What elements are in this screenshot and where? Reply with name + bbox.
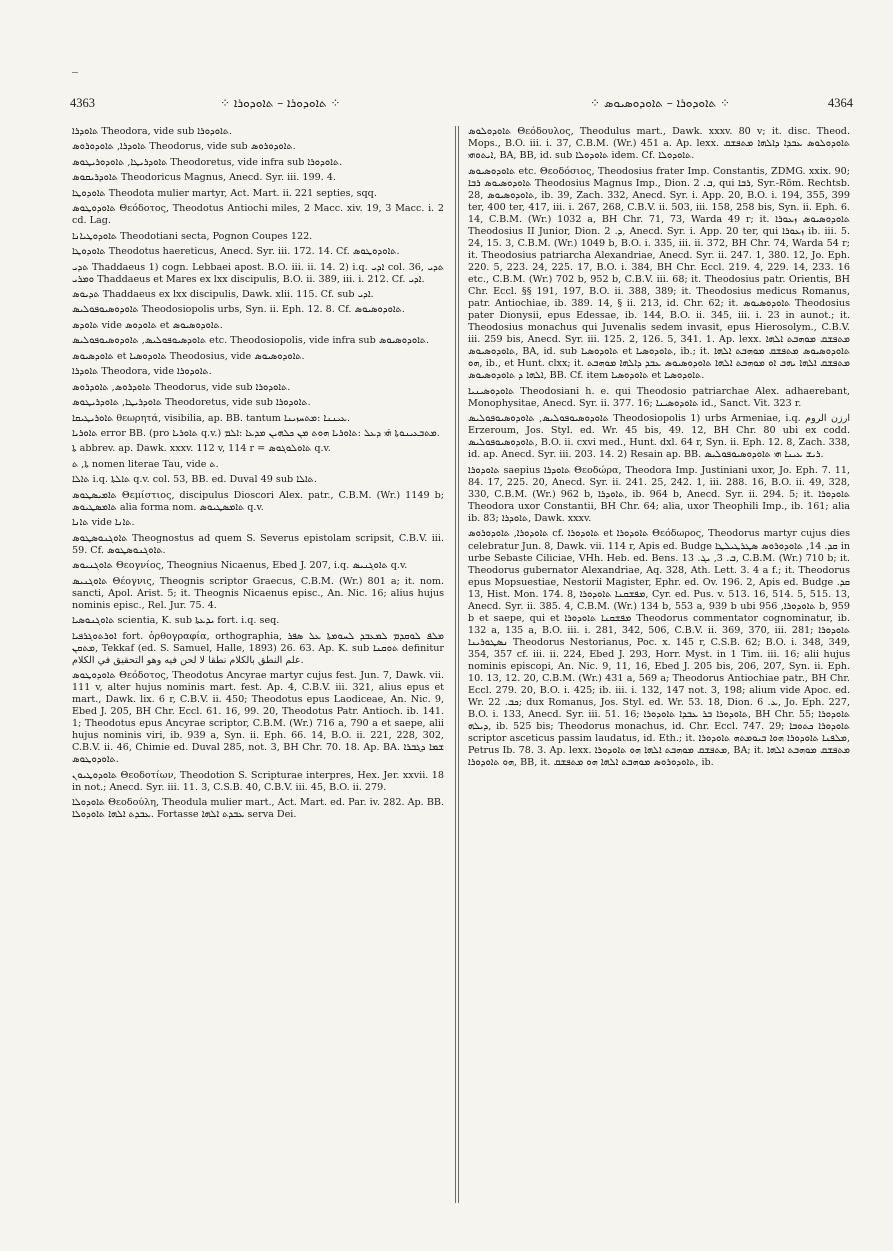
dictionary-entry: ܬܐܡܝܣܛܘܣ Θεμίστιος, discipulus Dioscori Alex. patr., C.B.M. (Wr.) 1149 b; ܬܐܡܣܛܝܘܣ alia forma nom. ܬܐܡܣܛܝܘܣ q.v. xyxy=(72,489,444,513)
dictionary-entry: ܬܐ, ܬ nomen literae Tau, vide ܬ. xyxy=(72,458,219,470)
dictionary-entry: ܬܐܘܕܣܝܘܦܘܠܝܣ, ܬܐܘܕܘܣܝܘܦܘܠܝܣ etc. Theodosiopolis, vide infra sub ܬܐܘܕܘܣܝܘܣ. xyxy=(72,335,430,347)
dictionary-entry: ܬܐܘܕܘܛܘܣ Θεόδοτος, Theodotus Antiochi miles, 2 Macc. xiv. 19, 3 Macc. i. 2 cd. Lag. xyxy=(72,203,444,227)
dictionary-entry: ܬܐܘܪܝܛܝܩܐ θεωρητά, visibilia, ap. BB. tantum ܥܝܢܢܐ :ܡܬܚܙܝܢܐ. xyxy=(72,412,351,424)
page-number-right: 4364 xyxy=(828,96,853,110)
column-rule xyxy=(455,126,456,1203)
dictionary-entry: ܬܐܘܕܘܠܐ Θεοδούλη, Theodula mulier mart., Act. Mart. ed. Par. iv. 282. Ap. BB. ܥܒܕܬ ܐܠܗܐ ܬܐܘܕܘܠܐ. Fortasse ܥܒܕܬ ܐܠܗܐ serva Dei. xyxy=(72,797,444,821)
dictionary-entry: ܬܐܘܕܘܣܝܢܝܐ Theodosiani h. e. qui Theodosio patriarchae Alex. adhaerebant, Monophysitae, Anecd. Syr. ii. 377. 16; ܬܐܘܕܘܣܝܢܐ id., Sanct. Vit. 323 r. xyxy=(468,385,850,409)
dictionary-entry: ܬܐܘܕܘܪܐ saepius ܬܐܘܕܪܐ Θεοδώρα, Theodora Imp. Justiniani uxor, Jo. Eph. 7. 11, 84. 17, 225. 20, Anecd. Syr. ii. 241. 25, 242. 1, iii. 288. 16, B.O. ii. 49, 328, 330, C.B.M. (Wr.) 962 b, ܬܐܘܕܪܐ, ib. 964 b, Anecd. Syr. ii. 294. 5; it. ܬܐܘܕܘܪܐ Theodora uxor Constantii, BH Chr. 64; alia, uxor Theophili Imp., ib. 161; alia ib. 83; ܬܐܘܕܪܐ, Dawk. xxxv. xyxy=(468,464,850,525)
dictionary-entry: ܬܕܝ Thaddaeus 1) cogn. Lebbaei apost. B.O. iii. ii. 14. 2) i.q. ܐܕܝ col. 36, ܬܕܝ ܘܡܪܝ Thaddaeus et Mares ex lxx discipulis, B.O. ii. 389, iii. i. 212. Cf. ܐܕܝ. xyxy=(72,261,444,285)
dictionary-entry: ܐܘܪܬܘܓܪܦܝܐ fort. ὀρθογραφία, orthographia, ܡܠܦ ܠܘܩܕܡ ܠܡܥܒܕ ܠܚܘܡܬܐ ܥܠ ܣܦܪ ܡܬܩܢ, Tekkaf (ed. S. Samuel, Halle, 1893) 26. 63. Ap. K. sub ܬܘܩܢܐ definitur علم النطق بالكلام نطقا لا لحن فيه وهو التحقيق في الكلام. xyxy=(72,630,444,666)
dictionary-entry: ܬܐܘܕܘܛܝܐܢܐ Theodotiani secta, Pognon Coupes 122. xyxy=(72,230,313,242)
dictionary-entry: ܬܐܘܕܪܝܩܘܣ Theodoricus Magnus, Anecd. Syr. iii. 199. 4. xyxy=(72,172,336,184)
dictionary-entry: ܬܐܘܓܢܝܘܣ Θεογνίος, Theognius Nicaenus, Ebed J. 207, i.q. ܬܐܘܓܢܝܣ q.v. xyxy=(72,560,408,572)
page-header xyxy=(70,96,853,118)
running-head-right: ⁘ ܬܐܘܕܘܪܐ – ܬܐܘܕܘܣܝܘܣ ⁘ xyxy=(590,96,731,110)
right-column xyxy=(468,126,850,1211)
dictionary-entry: ܬܐܘܕܪܝܛܐ, ܬܐܘܕܘܪܝܛܘܣ Theodoretus, vide infra sub ܬܐܘܕܘܪܐ. xyxy=(72,156,343,168)
dictionary-entry: ܬܐܘܕܪܐ Theodora, vide sub ܬܐܘܕܘܪܐ. xyxy=(72,126,233,137)
dictionary-entry: ܬܐܘܕܘܛܐ Theodota mulier martyr, Act. Mart. ii. 221 septies, sqq. xyxy=(72,187,377,199)
dictionary-entry: ܬܐܘܕܪܘܣ, ܬܐܘܕܪܘܣ Theodorus, vide sub ܬܐܘܕܘܪܐ. xyxy=(72,381,291,393)
dictionary-entry: ܬܐܘܕܘܣܝܘܦܘܠܝܣ Theodosiopolis urbs, Syn. ii. Eph. 12. 8. Cf. ܬܐܘܕܘܣܝܘܣ. xyxy=(72,304,405,316)
dictionary-entry: ܬܐܘܕܪܐ, ܬܐܘܕܘܪܘܣ Theodorus, vide sub ܬܐܘܕܘܪܘܣ. xyxy=(72,141,296,153)
dictionary-entry: ܬܐܘܕܘܛܘܣ Θεόδοτος, Theodotus Ancyrae martyr cujus fest. Jun. 7, Dawk. vii. 111 v, alter hujus nominis mart. fest. Ap. 4, C.B.V. iii. 321, alius epus et mart., Dawk. lix. 6 r, C.B.V. ii. 450; Theodotus epus Laodiceae, An. Nic. 9, Ebed J. 205, BH Chr. Eccl. 61. 16, 99. 20, Theodotus Patr. Antioch. ib. 141. 1; Theodotus epus Ancyrae scriptor, C.B.M. (Wr.) 716 a, 790 a et saepe, alii hujus nominis viri, ib. 939 a, Syn. ii. Eph. 66. 14, B.O. ii. 221, 228, 302, C.B.V. ii. 46, Chimie ed. Duval 285, not. 3, BH Chr. 70. 18. Ap. BA. ܫܡܐ ܕܓܒܪܐ ܬܐܘܕܘܛܘܣ. xyxy=(72,670,444,766)
dictionary-entry: ܬܐܘܪܝܐ error BB. (pro ܬܐܘܪܝܐ q.v.) ܡܬܒܥܝܢܘܬܐ ܗ̇ܝ ܕܥܠ :ܬܐܘܪܝܐ ܗܘܬ ܡܢ ܟܠܗܝܢ ܡܕܥܐ :ܐܠܡ. xyxy=(72,427,440,439)
dictionary-entry: ܬܐܘܕܘܛܐ Theodotus haereticus, Anecd. Syr. iii. 172. 14. Cf. ܬܐܘܕܘܛܘܣ. xyxy=(72,246,400,258)
dictionary-entry: ܬܐܘܕܘܪܐ, ܬܐܘܕܘܪܘܣ cf. ܬܐܘܕܘܪܐ et ܬܐܘܕܘܪܐ Θεόδωρος, Theodorus martyr cujus dies celebratur Jun. 8, Dawk. vii. 114 r, Apis ed. Budge ܩܕ. 14, ܬܐܘܕܘܪܘܣ ܣܛܪܛܝܠܛܐ in urbe Sebaste Ciliciae, VHh. Heb. ed. Bens. ܒ. 3, ܝܓ. 13, C.B.M. (Wr.) 710 b; it. Theodorus gubernator Alexandriae, Aq. 328, Ath. Lett. 3. 4 a f.; it. Theodorus epus Mopsuestiae, Nestorii Magister, Ephr. ed. Ov. 196. 2, Apis ed. Budge ܩܕ. 13, Hist. Mon. 174. 8, ܡܦܫܩܢܐ ܬܐܘܕܘܪܐ, Cyr. ed. Pus. v. 513. 16, 514. 5, 515. 13, Anecd. Syr. ii. 385. 4, C.B.M. (Wr.) 134 b, 553 a, 939 b ubi ܬܐܘܕܘܪܐ, 956 b, 959 b et saepe, qui et ܡܦܫܩܢܐ ܬܐܘܕܘܪܐ Theodorus commentator cognominatur, ib. 132 a, 135 a, B.O. iii. i. 281, 342, 506, C.B.V. ii. 369, 370, iii. 281; ܬܐܘܕܘܪܐ ܢܣܛܘܪܝܢܐ Theodorus Nestorianus, Poc. x. 145 r, C.S.B. 62; B.O. i. 348, 349, 354, 357 cf. iii. ii. 224, Ebed J. 293, Horr. Myst. in 1 Tim. iii. 16; alii hujus nominis episcopi, An. Nic. 9, 11, 16, Ebed J. 205 bis, 206, 207, Syn. ii. Eph. 10. 13, 12. 20, C.B.M. (Wr.) 431 a, 569 a; Theodorus Antiochiae patr., BH Chr. Eccl. 279. 20, B.O. i. 425; ib. iii. i. 132, 147 not. 3, 198; alium vide Apoc. ed. Wr. ܟܒ. 22; dux Romanus, Jos. Styl. ed. Wr. 53. 18, Dion. ܥ. 6, Jo. Eph. 227, B.O. i. 133, Anecd. Syr. iii. 51. 16; ܬܐܘܕܘܪܐ ܒܪ ܥܒܕܐ ܬܐܘܕܘܪܐ, BH Chr. 55; ܬܐܘܕܘܪܐ ܕܝܠܗ, ib. 525 bis; Theodorus monachus, id. Chr. Eccl. 747. 29; ܬܐܘܕܘܪܐ ܟܬܘܒܐ scriptor asceticus passim laudatus, id. Eth.; it. ܡܠܦܢܐ ܬܐܘܕܘܪܐ ܗܘܐ ܒܝܘܡܬܗ ܬܐܘܕܘܪܐ, Petrus Ib. 78. 3. Ap. lexx. ܡܬܦܫܩ ܡܘܗܒܬ ܐܠܗܐ ܗܘ ܬܐܘܕܘܪܐ, BA; it. ܡܬܦܫܩ ܡܘܗܒܬ ܐܠܗܐ ܗܘ ܬܐܘܕܘܪܐ, BB, it. ܬܐܘܕܘܪܘܣ ܡܘܗܒܬ ܐܠܗܐ ܗܘ ܡܬܦܫܩ, ib. xyxy=(468,528,850,769)
dictionary-entry: ܬܐܘܕܘܣܝܘܣ etc. Θεοδόσιος, Theodosius frater Imp. Constantis, ZDMG. xxix. 90; ܬܐܘܕܘܣܝܘܣ ܪܒܐ Theodosius Magnus Imp., Dion. ܒ. 2, qui ܪܒܐ, Syr.-Röm. Rechtsb. 28, ܬܐܘܕܘܣܝܘܣ, ib. 39, Zach. 332, Anecd. Syr. i. App. 20, B.O. i. 194, 355, 399 ter, 400 ter, 417, iii. i. 267, 268, C.B.V. ii. 503, iii. 158, 258 bis, Syn. ii. Eph. 6. 14, C.B.M. (Wr.) 1032 a, BH Chr. 71, 73, Warda 49 r; it. ܬܐܘܕܘܣܝܘܣ ܙܥܘܪܐ Theodosius II Junior, Dion. ܕ. 2, Anecd. Syr. i. App. 20 ter, qui ܙܥܘܪܐ ib. iii. 5. 24, 15. 3, C.B.M. (Wr.) 1049 b, B.O. i. 335, iii. ii. 372, BH Chr. 74, Warda 54 r; it. Theodosius patriarcha Alexandriae, Anecd. Syr. ii. 247. 1, 380. 12, Jo. Eph. 220. 5, 223. 24, 225. 17, B.O. i. 384, BH Chr. Eccl. 219. 4, 229. 14, 233. 16 etc., C.B.M. (Wr.) 702 b, 952 b, C.B.V. iii. 68; it. Theodosius patr. Orientis, BH Chr. Eccl. §§ 191, 197, B.O. ii. 388, 389; it. Theodosius medicus Romanus, patr. Antiochiae, ib. 389. 14, § ii. 213, id. Chr. 62; it. ܬܐܘܕܘܣܝܘܣ Theodosius pater Dionysii, epus Edessae, ib. 144, B.O. ii. 345, iii. i. 23 in aunot.; it. Theodosius monachus qui Juvenalis sedem invasit, epus Hierosolym., C.B.V. iii. 259 bis, Anecd. Syr. iii. 125. 2, 126. 5, 341. 1. Ap. lexx. ܡܬܦܫܩ ܡܘܗܒܬ ܐܠܗܐ ܬܐܘܕܘܣܝܘܣ, BA, id. sub ܬܐܘܕܘܣܝܐ et ܬܐܘܕܘܣܝܐ, ib.; it. ܬܐܘܕܘܣܝܘܣ ܡܬܦܫܩ ܡܘܗܒܬ ܐܠܗܐ ܗܘ, ib., et Hunt. clxx; it. ܡܬܦܫܩ ܐܠܗܐ ܝܗܒ ܐܘ ܡܘܗܒܬ ܐܠܗܐ ܬܐܘܕܘܣܝܘܣ ܥܒܕ ܕܐܠܗܐ ܡܘܗܒܬ ܐܠܗܐ ܕ ܬܐܘܕܘܣܝܘܣ, BB. Cf. item ܬܐܘܕܘܣܝܐ et ܬܐܘܕܘܣܝܐ. xyxy=(468,165,850,382)
dictionary-entry: ܬܐܘܓܢܘܣܛܘܣ Theognostus ad quem S. Severus epistolam scripsit, C.B.V. iii. 59. Cf. ܬܐܘܓܢܘܣܛܘܣ. xyxy=(72,532,444,556)
dictionary-entry: ܬܐܘܕܣ vide ܬܐܘܕܘܣ et ܬܐܘܕܘܣܝܘܣ. xyxy=(72,319,223,331)
dictionary-entry: ܬܐܘܓܢܝܣ Θέογνις, Theognis scriptor Graecus, C.B.M. (Wr.) 801 a; it. nom. sancti, Apol. Arist. 5; it. Theognis Nicaenus episc., An. Nic. 16; alius hujus nominis episc., Rel. Jur. 75. 4. xyxy=(72,575,444,611)
dictionary-entry: ܬܐܘܕܘܣܝܘܦܘܠܝܣ, ܬܐܘܕܘܣܝܘܦܘܠܝܣ Theodosiopolis 1) urbs Armeniae, i.q. ارزن الروم Erzeroum, Jos. Styl. ed. Wr. 45 bis, 49. 12, BH Chr. 80 ubi ex codd. ܬܐܘܕܘܣܝܘܦܘܠܝܣ, B.O. ii. cxvi med., Hunt. dxl. 64 r, Syn. ii. Eph. 12. 8, Zach. 338, id. ap. Anecd. Syr. iii. 203. 14. 2) Resain ap. BB. ܪܝܫ ܥܝܢܐ ܗܝ ܬܐܘܕܘܣܝܘܦܘܠܝܣ. xyxy=(468,413,850,461)
page-number-left: 4363 xyxy=(70,96,95,110)
dictionary-entry: ܬܐܘܕܣܝܘܣ et ܬܐܘܕܘܣܝܐ Theodosius, vide ܬܐܘܕܘܣܝܘܣ. xyxy=(72,350,305,362)
dictionary-entry: ܬܐܘܕܘܛܝܘܢ Θεοδοτίων, Theodotion S. Scripturae interpres, Hex. Jer. xxvii. 18 in not.; Anecd. Syr. iii. 11. 3, C.S.B. 40, C.B.V. iii. 45, B.O. ii. 279. xyxy=(72,769,444,793)
page-tick-mark xyxy=(72,72,78,73)
column-rule xyxy=(458,126,459,1203)
left-column xyxy=(72,126,444,1211)
dictionary-entry: ܬܐܢܐ vide ܬܐܢܐ. xyxy=(72,517,135,529)
running-head-left: ⁘ ܬܐܘܕܘܪܐ – ܬܐܘܕܘܪܐ ⁘ xyxy=(220,96,341,110)
dictionary-entry: ܬܐܘܕܪܐ Theodora, vide ܬܐܘܕܘܪܐ. xyxy=(72,366,212,378)
dictionary-entry: ܬܐ abbrev. ap. Dawk. xxxv. 112 v, 114 r = ܬܐܘܠܘܓܘܣ q.v. xyxy=(72,443,331,455)
dictionary-entry: ܬܕܝܘܣ Thaddaeus ex lxx discipulis, Dawk. xlii. 115. Cf. sub ܐܕܝ. xyxy=(72,289,374,301)
dictionary-entry: ܬܐܘܕܘܠܘܣ Θεόδουλος, Theodulus mart., Dawk. xxxv. 80 v; it. disc. Theod. Mops., B.O. iii. i. 37, C.B.M. (Wr.) 451 a. Ap. lexx. ܬܐܘܕܘܠܘܣ ܥܒܕܐ ܕܐܠܗܐ ܡܬܦܫܩ ܐܝܬܘܗܝ, BA, BB, id. sub ܬܐܘܕܘܠܐ idem. Cf. ܬܐܘܕܘܠܐ. xyxy=(468,126,850,162)
dictionary-entry: ܬܐܘܓܢܘܣܝܐ scientia, K. sub ܝܕܥܬܐ fort. i.q. seq. xyxy=(72,615,280,627)
dictionary-entry: ܬܐܘܕܪܝܛܐ, ܬܐܘܕܪܝܛܘܣ Theodoretus, vide sub ܬܐܘܕܘܪܐ. xyxy=(72,397,311,409)
dictionary-entry: ܬܐܠܐ i.q. ܬܐܠܬܐ q.v. col. 53, BB. ed. Duval 49 sub ܬܐܠܐ. xyxy=(72,474,317,486)
